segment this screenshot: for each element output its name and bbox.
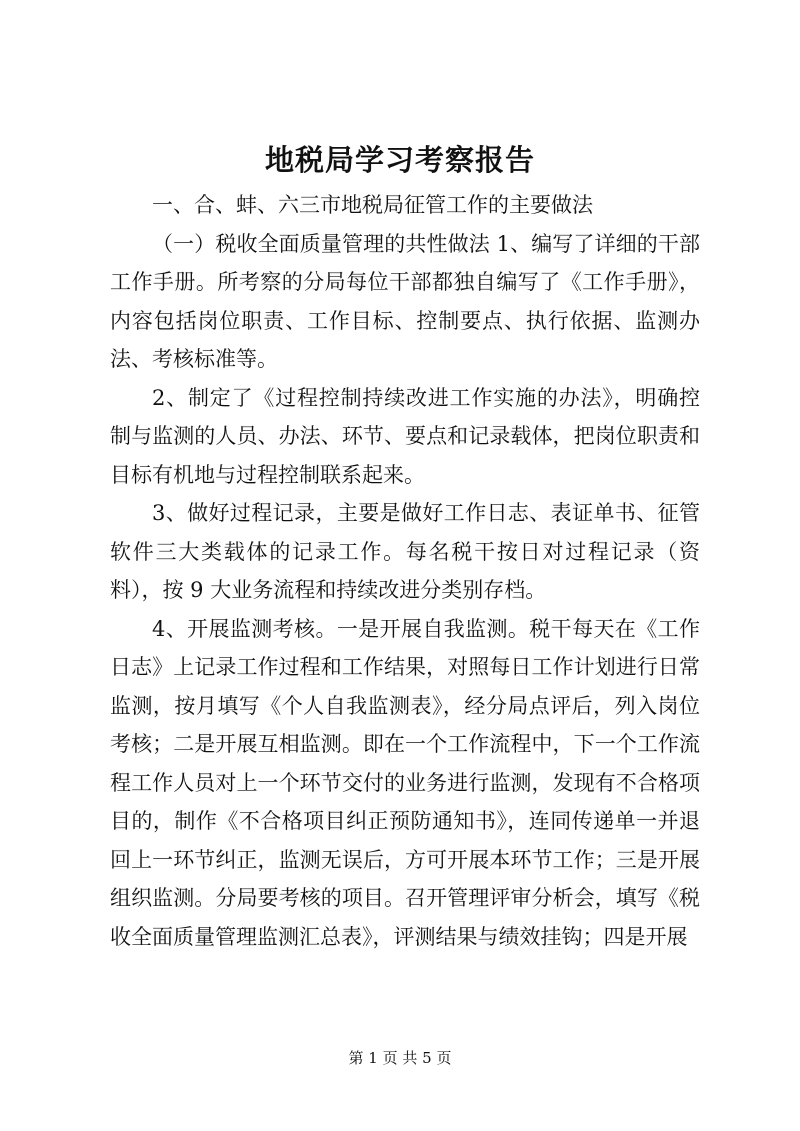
document-body — [110, 186, 700, 956]
paragraph-1: （一）税收全面质量管理的共性做法 1、编写了详细的干部工作手册。所考察的分局每位干部都独自编写了《工作手册》，内容包括岗位职责、工作目标、控制要点、执行依据、监测办法、考核标准等。 — [110, 231, 700, 371]
page-number-footer: 第 1 页 共 5 页 — [348, 1049, 452, 1067]
paragraph-2: 2、制定了《过程控制持续改进工作实施的办法》，明确控制与监测的人员、办法、环节、要点和记录载体，把岗位职责和目标有机地与过程控制联系起来。 — [110, 385, 700, 487]
paragraph-3: 3、做好过程记录，主要是做好工作日志、表证单书、征管软件三大类载体的记录工作。每名税干按日对过程记录（资料），按 9 大业务流程和持续改进分类别存档。 — [110, 501, 700, 602]
paragraph-4: 4、开展监测考核。一是开展自我监测。税干每天在《工作日志》上记录工作过程和工作结果，对照每日工作计划进行日常监测，按月填写《个人自我监测表》，经分局点评后，列入岗位考核；二是开展互相监测。即在一个工作流程中，下一个工作流程工作人员对上一个环节交付的业务进行监测，发现有不合格项目的，制作《不合格项目纠正预防通知书》，连同传递单一并退回上一环节纠正，监测无误后，方可开展本环节工作；三是开展组织监测。分局要考核的项目。召开管理评审分析会，填写《税收全面质量管理监测汇总表》，评测结果与绩效挂钩；四是开展 — [110, 616, 700, 949]
document-title: 地税局学习考察报告 — [264, 143, 535, 177]
paragraph-heading-1: 一、合、蚌、六三市地税局征管工作的主要做法 — [152, 193, 593, 217]
